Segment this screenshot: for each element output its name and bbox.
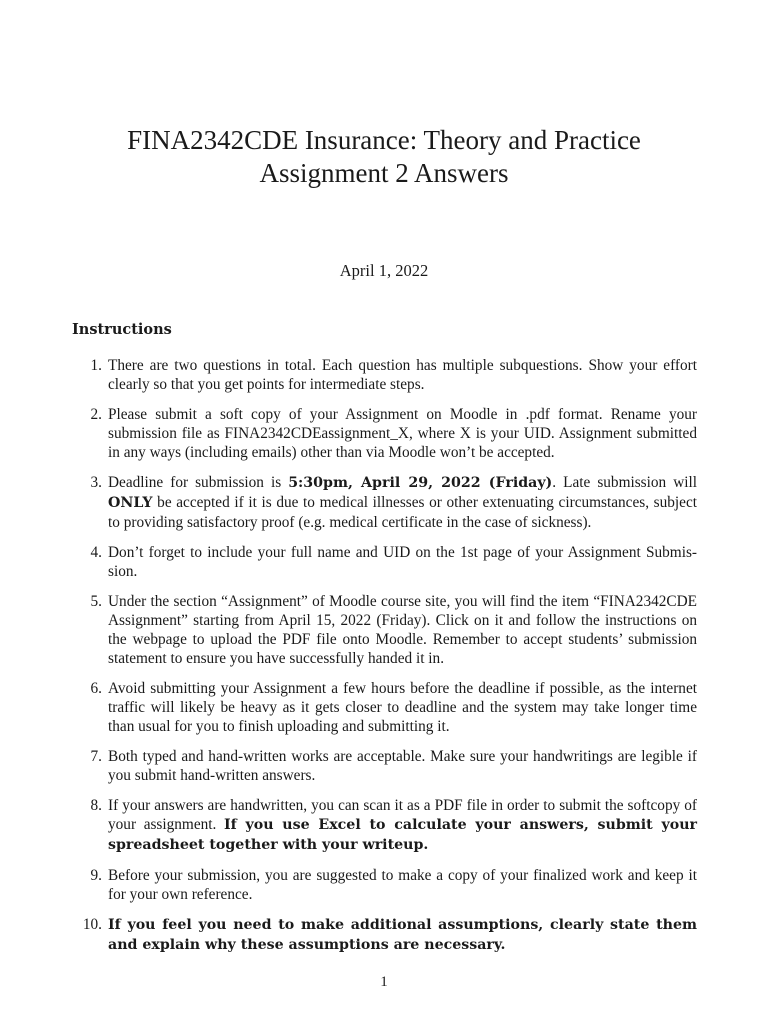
instruction-text: If your answers are handwritten, you can scan it as a PDF file in order to submit the softcopy of your assignment.: [108, 797, 697, 833]
instruction-number: 2.: [90, 406, 102, 423]
instruction-number: 10.: [82, 916, 102, 933]
assignment-title: Assignment 2 Answers: [259, 158, 509, 188]
instruction-item: [72, 747, 697, 785]
instruction-item: [72, 915, 697, 955]
instruction-text: Both typed and hand-written works are acceptable. Make sure your handwritings are legible if you submit hand-written answers.: [108, 748, 697, 784]
instruction-item: [72, 679, 697, 736]
instruction-text: Deadline for submission is: [108, 474, 289, 491]
section-heading: Instructions: [72, 321, 172, 338]
course-title: FINA2342CDE Insurance: Theory and Practice: [127, 125, 641, 155]
instruction-text: Avoid submitting your Assignment a few hours before the deadline if possible, as the internet traffic will likely be heavy as it gets closer to deadline and the system may take longer time than usual for you to finish uploading and submitting it.: [108, 680, 697, 735]
instruction-text: There are two questions in total. Each question has multiple subquestions. Show your effort clearly so that you get points for intermediate steps.: [108, 357, 697, 393]
document-title: [0, 124, 768, 190]
instruction-text-bold: ONLY: [108, 495, 153, 511]
instruction-text: Under the section “Assignment” of Moodle course site, you will find the item “FINA2342CDE Assignment” starting from April 15, 2022 (Friday). Click on it and follow the instructions on the webpage to upload the PDF file onto Moodle. Remember to accept students’ submission statement to ensure you have successfully handed it in.: [108, 593, 697, 667]
instruction-number: 1.: [90, 357, 102, 374]
instruction-text-bold: 5:30pm, April 29, 2022 (Friday): [288, 475, 553, 491]
instruction-item: [72, 405, 697, 462]
instruction-number: 7.: [90, 748, 102, 765]
instruction-number: 5.: [90, 593, 102, 610]
instruction-item: [72, 543, 697, 581]
page-number: 1: [380, 974, 388, 990]
instruction-item: [72, 866, 697, 904]
document-date: April 1, 2022: [339, 261, 429, 280]
instruction-text: Before your submission, you are suggested to make a copy of your finalized work and keep it for your own reference.: [108, 867, 697, 903]
instruction-item: [72, 592, 697, 668]
instruction-number: 6.: [90, 680, 102, 697]
instruction-number: 9.: [90, 867, 102, 884]
instruction-number: 3.: [90, 474, 102, 491]
instruction-text: . Late submission will: [552, 474, 697, 491]
instruction-text: Please submit a soft copy of your Assignment on Moodle in .pdf format. Rename your submission file as FINA2342CDEassignment_X, where X is your UID. Assignment submitted in any ways (including emails) other than via Moodle won’t be accepted.: [108, 406, 697, 461]
instruction-item: [72, 473, 697, 532]
instruction-text-bold: If you feel you need to make additional assumptions, clearly state them and explain why these assumptions are necessary.: [108, 917, 697, 953]
instruction-number: 8.: [90, 797, 102, 814]
instruction-text: be accepted if it is due to medical illnesses or other extenuating circumstances, subject to providing satisfactory proof (e.g. medical certificate in the case of sickness).: [108, 494, 697, 531]
instruction-number: 4.: [90, 544, 102, 561]
instruction-text-bold: If you use Excel to calculate your answers, submit your spreadsheet together with your writeup.: [108, 817, 697, 853]
instruction-text: Don’t forget to include your full name and UID on the 1st page of your Assignment Submis-sion.: [108, 544, 697, 580]
instruction-item: [72, 796, 697, 855]
instruction-item: [72, 356, 697, 394]
instructions-list: [72, 356, 697, 966]
